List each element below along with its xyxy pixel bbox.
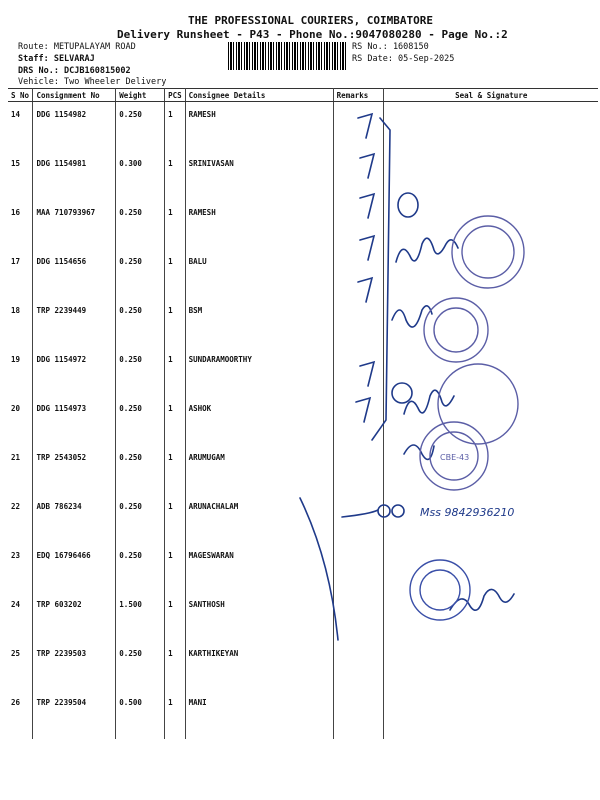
consignment-cell: DDG 1154982 — [33, 102, 116, 152]
remarks-cell — [333, 298, 384, 347]
weight-cell: 0.250 — [116, 396, 165, 445]
sno-cell: 22 — [8, 494, 33, 543]
table-row — [8, 102, 598, 152]
pcs-cell: 1 — [165, 592, 186, 641]
pcs-cell: 1 — [165, 200, 186, 249]
col-consignee: Consignee Details — [185, 89, 333, 102]
pcs-cell: 1 — [165, 690, 186, 739]
table-row — [8, 396, 598, 445]
table-row — [8, 592, 598, 641]
seal-cell — [384, 690, 598, 739]
seal-cell — [384, 249, 598, 298]
vehicle-line: Vehicle: Two Wheeler Delivery — [18, 77, 167, 87]
consignment-cell: DDG 1154973 — [33, 396, 116, 445]
pcs-cell: 1 — [165, 151, 186, 200]
sno-cell: 20 — [8, 396, 33, 445]
company-name: THE PROFESSIONAL COURIERS, COIMBATORE — [188, 14, 434, 27]
consignment-cell: TRP 603202 — [33, 592, 116, 641]
sno-cell: 23 — [8, 543, 33, 592]
pcs-cell: 1 — [165, 445, 186, 494]
pcs-cell: 1 — [165, 641, 186, 690]
table-row — [8, 249, 598, 298]
seal-cell — [384, 200, 598, 249]
weight-cell: 0.500 — [116, 690, 165, 739]
remarks-cell — [333, 249, 384, 298]
consignment-cell: DDG 1154972 — [33, 347, 116, 396]
consignee-cell: ASHOK — [185, 396, 333, 445]
sno-cell: 19 — [8, 347, 33, 396]
weight-cell: 1.500 — [116, 592, 165, 641]
pcs-cell: 1 — [165, 347, 186, 396]
consignee-cell: KARTHIKEYAN — [185, 641, 333, 690]
weight-cell: 0.250 — [116, 543, 165, 592]
seal-cell — [384, 347, 598, 396]
consignee-cell: MANI — [185, 690, 333, 739]
sno-cell: 17 — [8, 249, 33, 298]
seal-cell — [384, 396, 598, 445]
sno-cell: 26 — [8, 690, 33, 739]
weight-cell: 0.250 — [116, 494, 165, 543]
table-row — [8, 200, 598, 249]
consignee-cell: ARUNACHALAM — [185, 494, 333, 543]
remarks-cell — [333, 690, 384, 739]
consignment-cell: DDG 1154981 — [33, 151, 116, 200]
col-seal: Seal & Signature — [384, 89, 598, 102]
consignment-cell: TRP 2239504 — [33, 690, 116, 739]
pcs-cell: 1 — [165, 396, 186, 445]
sno-cell: 24 — [8, 592, 33, 641]
consignee-cell: MAGESWARAN — [185, 543, 333, 592]
staff-line: Staff: SELVARAJ — [18, 54, 95, 64]
consignee-cell: ARUMUGAM — [185, 445, 333, 494]
col-remarks: Remarks — [333, 89, 384, 102]
consignee-cell: BALU — [185, 249, 333, 298]
consignment-cell: TRP 2239449 — [33, 298, 116, 347]
pcs-cell: 1 — [165, 102, 186, 152]
consignment-cell: TRP 2239503 — [33, 641, 116, 690]
remarks-cell — [333, 347, 384, 396]
seal-cell — [384, 298, 598, 347]
note-text: Mss 9842936210 — [420, 506, 515, 519]
consignment-cell: ADB 786234 — [33, 494, 116, 543]
remarks-cell — [333, 200, 384, 249]
drs-line: DRS No.: DCJB160815002 — [18, 66, 131, 76]
weight-cell: 0.250 — [116, 102, 165, 152]
route-line: Route: METUPALAYAM ROAD — [18, 42, 136, 52]
table-row — [8, 641, 598, 690]
consignee-cell: BSM — [185, 298, 333, 347]
barcode — [228, 42, 346, 70]
sno-cell: 18 — [8, 298, 33, 347]
col-pcs: PCS — [165, 89, 186, 102]
sno-cell: 25 — [8, 641, 33, 690]
seal-cell — [384, 494, 598, 543]
weight-cell: 0.250 — [116, 445, 165, 494]
table-row — [8, 543, 598, 592]
remarks-cell — [333, 151, 384, 200]
weight-cell: 0.250 — [116, 249, 165, 298]
weight-cell: 0.250 — [116, 200, 165, 249]
seal-cell — [384, 543, 598, 592]
consignee-cell: RAMESH — [185, 102, 333, 152]
table-row — [8, 151, 598, 200]
pcs-cell: 1 — [165, 298, 186, 347]
weight-cell: 0.300 — [116, 151, 165, 200]
consignment-cell: DDG 1154656 — [33, 249, 116, 298]
col-sno: S No — [8, 89, 33, 102]
seal-cell — [384, 445, 598, 494]
seal-cell — [384, 592, 598, 641]
consignee-cell: SANTHOSH — [185, 592, 333, 641]
sno-cell: 16 — [8, 200, 33, 249]
col-consignment: Consignment No — [33, 89, 116, 102]
table-row — [8, 445, 598, 494]
consignment-cell: EDQ 16796466 — [33, 543, 116, 592]
consignee-cell: SRINIVASAN — [185, 151, 333, 200]
table-header-row — [8, 89, 598, 102]
weight-cell: 0.250 — [116, 641, 165, 690]
remarks-cell — [333, 396, 384, 445]
stamp-label: CBE-43 — [440, 453, 470, 462]
runsheet-table — [8, 88, 598, 739]
pcs-cell: 1 — [165, 494, 186, 543]
consignee-cell: RAMESH — [185, 200, 333, 249]
consignment-cell: MAA 710793967 — [33, 200, 116, 249]
consignment-cell: TRP 2543052 — [33, 445, 116, 494]
seal-cell — [384, 641, 598, 690]
table-row — [8, 690, 598, 739]
pcs-cell: 1 — [165, 543, 186, 592]
remarks-cell — [333, 592, 384, 641]
remarks-cell — [333, 494, 384, 543]
table-row — [8, 494, 598, 543]
pcs-cell: 1 — [165, 249, 186, 298]
table-row — [8, 347, 598, 396]
rs-date: RS Date: 05-Sep-2025 — [352, 54, 455, 64]
table-row — [8, 298, 598, 347]
weight-cell: 0.250 — [116, 298, 165, 347]
weight-cell: 0.250 — [116, 347, 165, 396]
consignee-cell: SUNDARAMOORTHY — [185, 347, 333, 396]
remarks-cell — [333, 445, 384, 494]
remarks-cell — [333, 641, 384, 690]
remarks-cell — [333, 102, 384, 152]
col-weight: Weight — [116, 89, 165, 102]
rs-number: RS No.: 1608150 — [352, 42, 429, 52]
sno-cell: 21 — [8, 445, 33, 494]
sno-cell: 14 — [8, 102, 33, 152]
sno-cell: 15 — [8, 151, 33, 200]
remarks-cell — [333, 543, 384, 592]
runsheet-title: Delivery Runsheet - P43 - Phone No.:9047080280 - Page No.:2 — [117, 28, 508, 41]
seal-cell — [384, 102, 598, 152]
seal-cell — [384, 151, 598, 200]
